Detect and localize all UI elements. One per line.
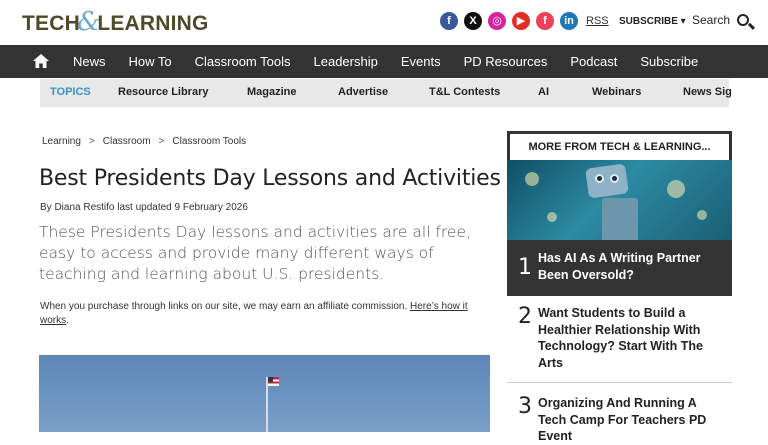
topic-advertise[interactable]: Advertise [338,86,389,98]
nav-item-pd-resources[interactable]: PD Resources [463,54,548,69]
breadcrumb-classroom-tools[interactable]: Classroom Tools [172,136,247,147]
nav-item-news[interactable]: News [73,54,106,69]
bokeh-light [525,172,539,186]
affiliate-period: . [66,315,69,326]
bokeh-light [697,210,707,220]
sidebar-divider [507,382,732,383]
logo-ampersand: & [76,7,101,37]
robot-eye [595,174,604,183]
sidebar-item-number: 2 [518,304,532,329]
search-icon [737,14,749,26]
sidebar-item-number: 3 [518,394,532,419]
sidebar-item-number: 1 [518,255,532,280]
topics-bar [40,79,732,107]
flipboard-icon[interactable]: f [536,12,554,30]
instagram-icon[interactable]: ◎ [488,12,506,30]
site-header [0,0,768,45]
logo-text-learning: LEARNING [97,12,209,35]
main-nav [0,45,768,78]
linkedin-icon[interactable]: in [560,12,578,30]
topic-resource-library[interactable]: Resource Library [118,86,209,98]
robot-body [602,198,638,244]
sidebar-robot-image[interactable] [507,160,732,240]
robot-eye [610,174,619,183]
more-from-sidebar [507,131,732,443]
home-icon[interactable] [33,54,49,68]
sidebar-item-1[interactable] [507,240,732,296]
topic-magazine[interactable]: Magazine [247,86,297,98]
nav-item-leadership[interactable]: Leadership [313,54,378,69]
article-summary: These Presidents Day lessons and activities are all free, easy to access and provide many different ways of teaching and learning about U.S. presidents. [39,223,471,283]
breadcrumb-separator: > [158,136,165,147]
affiliate-text: When you purchase through links on our site, we may earn an affiliate commission. [40,301,408,312]
rss-link[interactable]: RSS [586,15,609,27]
subscribe-dropdown[interactable]: SUBSCRIBE ▾ [619,16,686,27]
breadcrumb [42,136,246,147]
site-logo[interactable] [22,9,209,37]
topic-webinars[interactable]: Webinars [592,86,642,98]
topic-tl-contests[interactable]: T&L Contests [429,86,501,98]
affiliate-disclaimer [40,300,490,328]
article-title: Best Presidents Day Lessons and Activities [39,166,501,191]
article-hero-image [39,355,490,432]
sidebar-item-title[interactable]: Has AI As A Writing Partner Been Oversold? [538,251,701,282]
sidebar-item-title[interactable]: Want Students to Build a Healthier Relationship With Technology? Start With The Arts [538,306,703,370]
nav-item-podcast[interactable]: Podcast [570,54,618,69]
us-flag [268,377,279,386]
bokeh-light [547,212,557,222]
affiliate-how-it-works-link[interactable]: Here’s how it works [40,301,468,326]
breadcrumb-classroom[interactable]: Classroom [102,136,151,147]
nav-item-events[interactable]: Events [400,54,441,69]
nav-item-how-to[interactable]: How To [128,54,172,69]
search-label: Search [692,13,731,27]
robot-head [585,163,629,198]
topic-ai[interactable]: AI [538,86,549,98]
topic-news-signup[interactable]: News Sig [683,86,732,98]
sidebar-heading: MORE FROM TECH & LEARNING... [507,131,732,160]
logo-text-tech: TECH [22,12,80,35]
sidebar-item-title[interactable]: Organizing And Running A Tech Camp For Teachers PD Event [538,396,707,443]
topics-label: TOPICS [50,86,91,98]
search-button[interactable] [692,13,749,27]
breadcrumb-separator: > [88,136,95,147]
breadcrumb-learning[interactable]: Learning [42,136,81,147]
nav-item-subscribe[interactable]: Subscribe [640,54,699,69]
nav-item-classroom-tools[interactable]: Classroom Tools [194,54,291,69]
bokeh-light [667,180,685,198]
social-links [440,12,609,30]
article-byline: By Diana Restifo last updated 9 February 2026 [40,202,248,213]
x-icon[interactable]: X [464,12,482,30]
youtube-icon[interactable]: ▶ [512,12,530,30]
facebook-icon[interactable]: f [440,12,458,30]
